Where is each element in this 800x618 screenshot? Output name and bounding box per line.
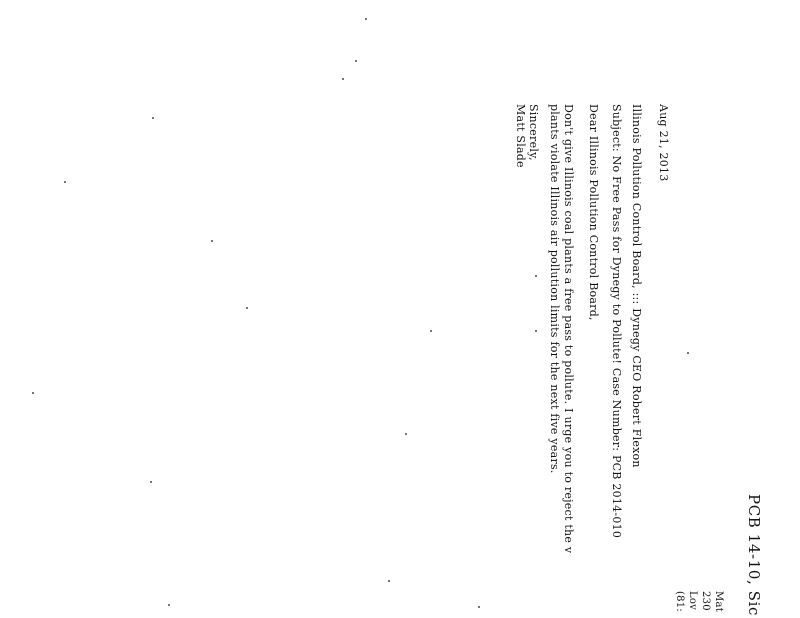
scan-speck [246,307,248,309]
scan-speck [405,433,407,435]
scan-speck [478,606,480,608]
scan-speck [211,240,213,242]
scan-speck [64,181,66,183]
address-line: Lov [687,591,698,611]
scan-speck [150,481,152,483]
scan-speck [388,580,390,582]
closing: Sincerely, [527,104,540,161]
scan-speck [355,60,357,62]
scan-speck [535,275,537,277]
address-line: Mat [713,591,724,612]
scan-speck [365,18,367,20]
scan-speck [430,330,432,332]
scan-speck [342,78,344,80]
scan-speck [687,352,689,354]
scan-speck [152,117,154,119]
subject-line: Subject: No Free Pass for Dynegy to Pollute! Case Number: PCB 2014-010 [610,104,623,539]
body-line: plants violate Illinois air pollution limits for the next five years. [548,104,561,474]
address-line: 230 [700,591,711,611]
body-line: Don't give Illinois coal plants a free pass to pollute. I urge you to reject the v [562,104,575,554]
salutation: Dear Illinois Pollution Control Board, [587,104,600,321]
scan-speck [535,330,537,332]
signature: Matt Slade [514,104,527,168]
recipient-line: Illinois Pollution Control Board, ::: Dynegy CEO Robert Flexon [630,104,643,468]
letter-date: Aug 21, 2013 [657,104,670,182]
scan-speck [168,604,170,606]
scan-speck [32,392,34,394]
address-line: (81: [674,591,685,612]
case-number-header: PCB 14-10, Sic [745,494,763,617]
